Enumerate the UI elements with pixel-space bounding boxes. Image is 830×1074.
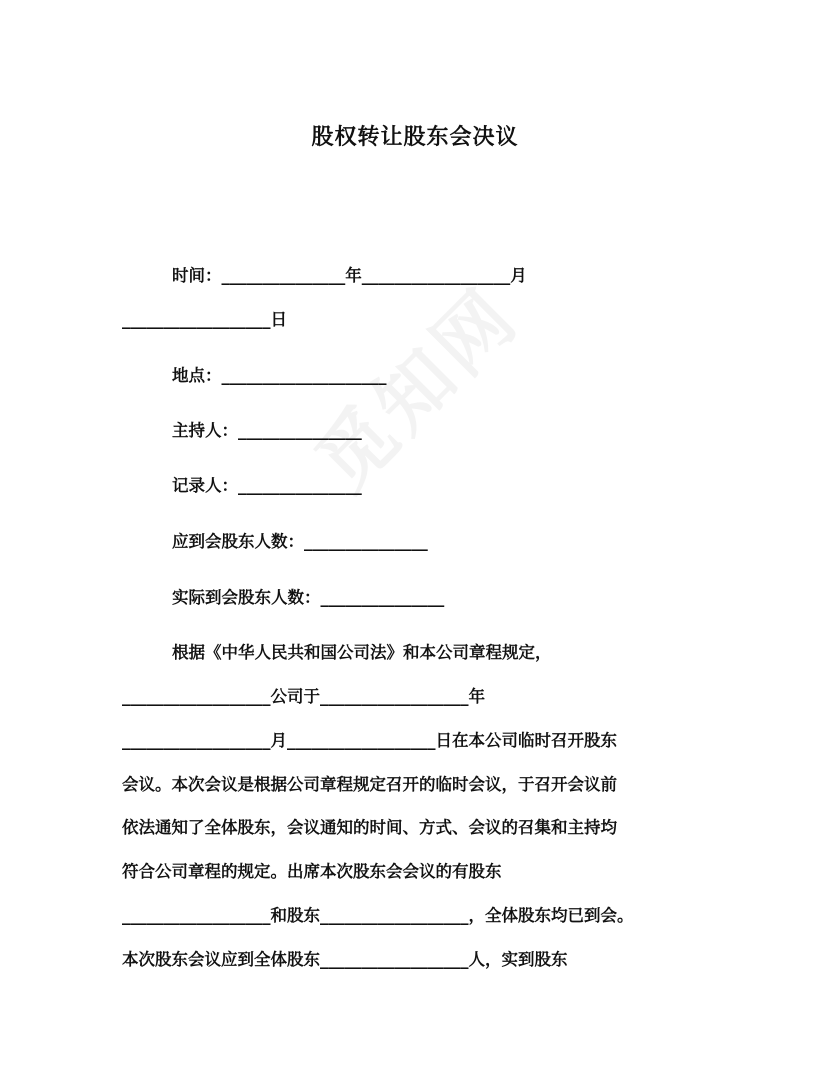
body-line: 本次股东会议应到全体股东__________________人，实到股东 (122, 950, 568, 969)
body-line: 会议。本次会议是根据公司章程规定召开的临时会议，于召开会议前 (122, 775, 617, 794)
body-line: __________________公司于__________________年 (122, 687, 485, 706)
field-recorder: 记录人：_______________ (172, 476, 362, 495)
field-actual-shareholders: 实际到会股东人数：_______________ (172, 588, 445, 607)
body-line: 依法通知了全体股东，会议通知的时间、方式、会议的召集和主持均 (122, 818, 617, 837)
body-line: 根据《中华人民共和国公司法》和本公司章程规定， (172, 643, 552, 662)
document-title: 股权转让股东会决议 (311, 125, 519, 150)
field-time: 时间：_______________年__________________月 (172, 266, 527, 285)
body-line: __________________和股东__________________，全体股东均已到会。 (122, 906, 634, 925)
field-host: 主持人：_______________ (172, 421, 362, 440)
field-expected-shareholders: 应到会股东人数：_______________ (172, 532, 428, 551)
body-line: 符合公司章程的规定。出席本次股东会会议的有股东 (122, 862, 502, 881)
field-location: 地点：____________________ (172, 366, 387, 385)
body-line: __________________月__________________日在本公司临时召开股东 (122, 731, 617, 750)
field-time-day: __________________日 (122, 310, 287, 329)
